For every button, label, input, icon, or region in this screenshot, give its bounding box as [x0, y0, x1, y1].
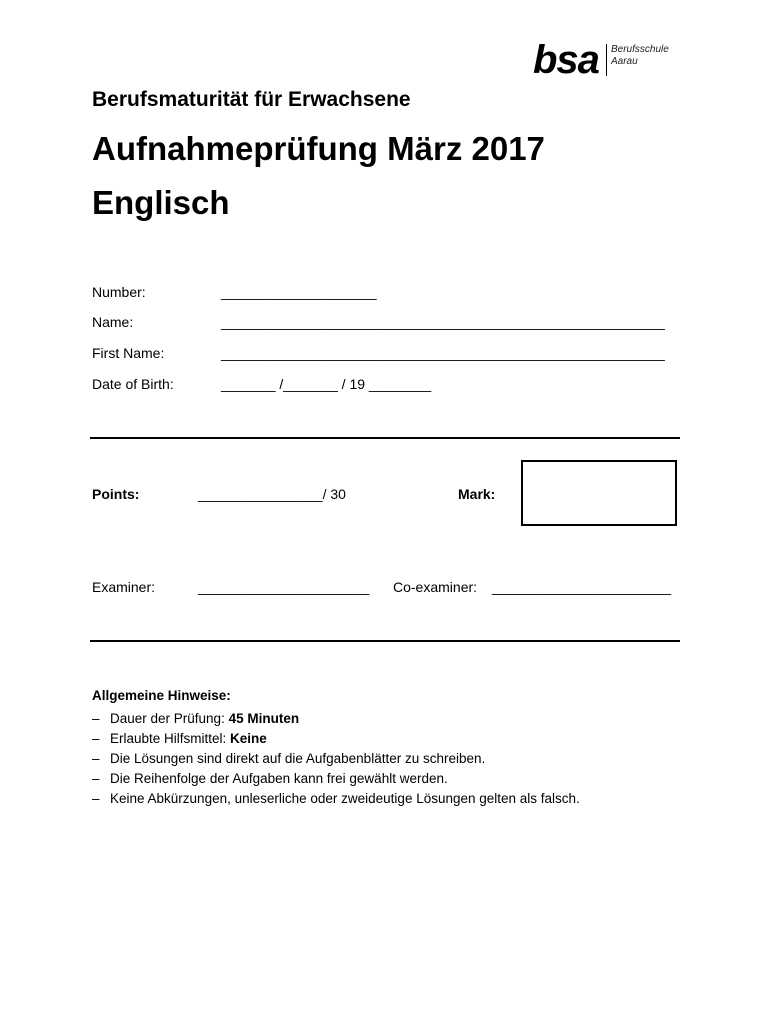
note-bold: 45 Minuten: [228, 711, 300, 726]
notes-heading: Allgemeine Hinweise:: [92, 688, 231, 703]
dash-bullet: –: [92, 731, 100, 746]
co-examiner-label: Co-examiner:: [393, 579, 478, 595]
number-field[interactable]: ____________________: [221, 284, 377, 300]
co-examiner-field[interactable]: _______________________: [492, 579, 672, 595]
list-item: [92, 789, 580, 809]
top-divider: [90, 437, 680, 439]
note-text: Die Lösungen sind direkt auf die Aufgabenblätter zu schreiben.: [110, 751, 486, 766]
subject-title: Englisch: [92, 184, 230, 221]
first-name-field[interactable]: _________________________________________________________: [221, 345, 665, 361]
examiner-field[interactable]: ______________________: [198, 579, 370, 595]
note-text: Keine Abkürzungen, unleserliche oder zweideutige Lösungen gelten als falsch.: [110, 791, 580, 806]
bsa-logo: bsa: [533, 38, 599, 82]
list-item: [92, 709, 580, 729]
page-subtitle: Berufsmaturität für Erwachsene: [92, 88, 411, 111]
dash-bullet: –: [92, 791, 100, 806]
points-field[interactable]: ________________/ 30: [198, 486, 346, 502]
dash-bullet: –: [92, 771, 100, 786]
dash-bullet: –: [92, 711, 100, 726]
bottom-divider: [90, 640, 680, 642]
first-name-label: First Name:: [92, 345, 165, 361]
logo-divider: [606, 44, 607, 76]
logo-school-line2: Aarau: [611, 56, 638, 67]
note-text: Erlaubte Hilfsmittel:: [110, 731, 231, 746]
logo-school-line1: Berufsschule: [611, 44, 669, 55]
dash-bullet: –: [92, 751, 100, 766]
list-item: [92, 769, 580, 789]
date-of-birth-label: Date of Birth:: [92, 376, 174, 392]
list-item: [92, 729, 580, 749]
note-text: Dauer der Prüfung:: [110, 711, 229, 726]
points-label: Points:: [92, 486, 140, 502]
note-text: Die Reihenfolge der Aufgaben kann frei gewählt werden.: [110, 771, 448, 786]
mark-box[interactable]: [521, 460, 677, 526]
name-field[interactable]: _________________________________________________________: [221, 314, 665, 330]
examiner-label: Examiner:: [92, 579, 156, 595]
list-item: [92, 749, 580, 769]
date-of-birth-field[interactable]: _______ /_______ / 19 ________: [221, 376, 432, 392]
page-title: Aufnahmeprüfung März 2017: [92, 130, 545, 167]
note-bold: Keine: [230, 731, 267, 746]
name-label: Name:: [92, 314, 134, 330]
number-label: Number:: [92, 284, 146, 300]
general-notes: [92, 688, 580, 809]
mark-label: Mark:: [458, 486, 496, 502]
